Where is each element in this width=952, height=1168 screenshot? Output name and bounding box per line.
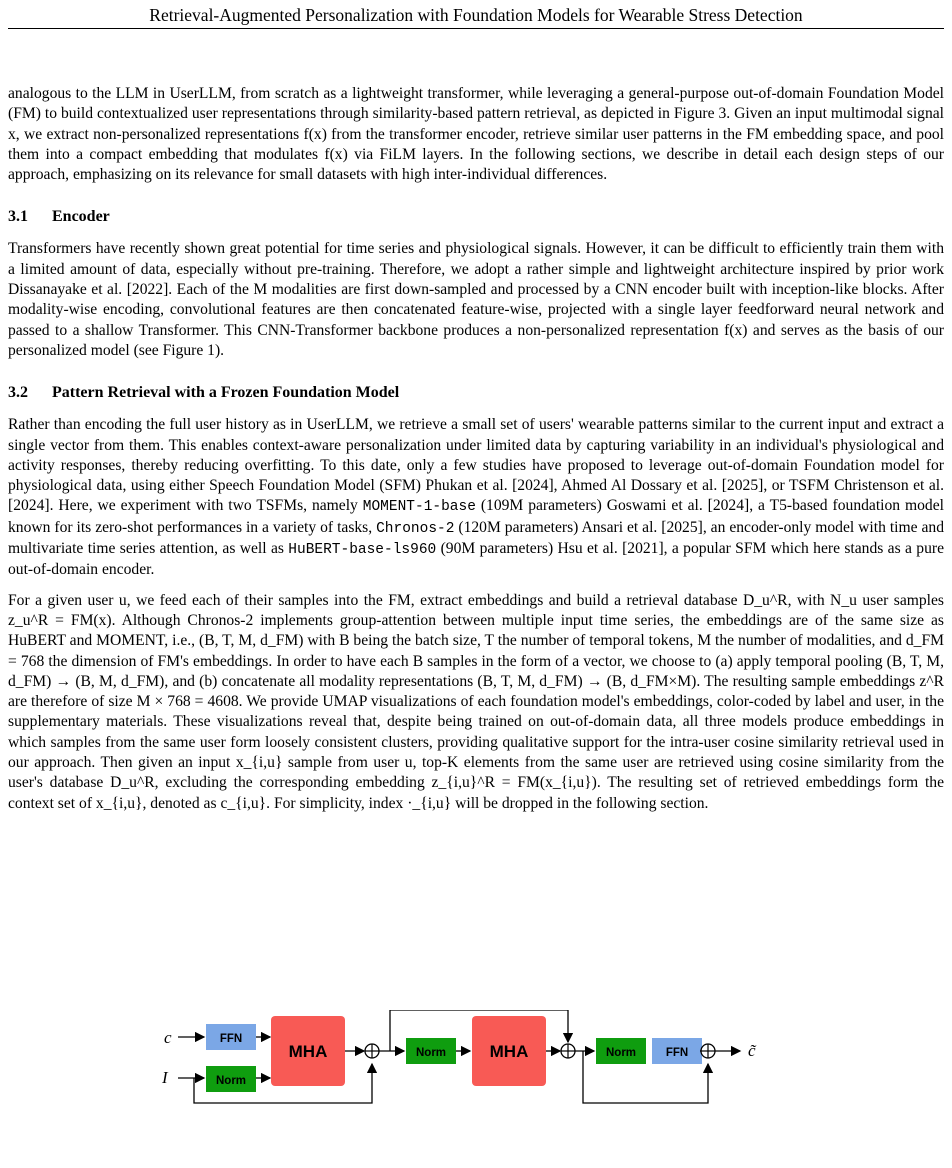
- mha-block-1-label: MHA: [288, 1042, 328, 1061]
- retrieval-paragraph-1: [8, 415, 944, 580]
- output-label: c̃: [748, 1041, 756, 1060]
- text-run: (120M parameters) Ansari et al. [2025], an encoder-only model with time and multivariate time series attention, as well as: [8, 518, 944, 558]
- section-number: 3.2: [8, 384, 28, 402]
- norm-block-1-label: Norm: [215, 1075, 247, 1087]
- input-c-label: c: [164, 1028, 172, 1047]
- section-title: Encoder: [52, 208, 110, 226]
- retrieval-paragraph-2: For a given user u, we feed each of their samples into the FM, extract embeddings and build a retrieval database D_u^R, with N_u user samples z_u^R = FM(x). Although Chronos-2 implements group-attention between multiple input time series, the embeddings are of the same size as HuBERT and MOMENT, i.e., (B, T, M, d_FM) with B being the batch size, T the number of temporal tokens, M the number of modalities, and d_FM = 768 the dimension of FM's embeddings. In order to have each B samples in the form of a vector, we choose to (a) apply temporal pooling (B, T, M, d_FM) → (B, M, d_FM), and (b) concatenate all modality representations (B, T, M, d_FM) → (B, d_FM×M). The resulting sample embeddings z^R are therefore of size M × 768 = 4608. We provide UMAP visualizations of each foundation model's embeddings, color-coded by label and user, in the supplementary materials. These visualizations reveal that, despite being trained on out-of-domain data, all three models produce embeddings in which samples from the same user form loosely consistent clusters, providing qualitative support for the intra-user cosine similarity retrieval used in our approach. Then given an input x_{i,u} sample from user u, top-K elements from the same user are retrieved using cosine similarity from the user's database D_u^R, excluding the corresponding embedding z_{i,u}^R = FM(x_{i,u}). The resulting set of retrieved embeddings form the context set of x_{i,u}, denoted as c_{i,u}. For simplicity, index ·_{i,u} will be dropped in the following section.: [8, 591, 944, 812]
- text-run: (109M parameters) Goswami et al. [2024], a T5-based foundation model known for its zero-shot performances in a variety of tasks,: [8, 497, 944, 536]
- section-title: Pattern Retrieval with a Frozen Foundation Model: [52, 384, 400, 402]
- main-content: [8, 84, 944, 814]
- section-heading-3-1: [8, 207, 944, 227]
- norm-block-2-label: Norm: [415, 1047, 447, 1059]
- header-rule: [8, 28, 944, 29]
- section-number: 3.1: [8, 208, 28, 226]
- mha-block-2-label: MHA: [489, 1042, 529, 1061]
- encoder-paragraph: Transformers have recently shown great potential for time series and physiological signals. However, it can be difficult to efficiently train them with a limited amount of data, especially without pre-training. Therefore, we adopt a rather simple and lightweight architecture inspired by prior work Dissanayake et al. [2022]. Each of the M modalities are first down-sampled and processed by a CNN encoder built with inception-like blocks. After modality-wise encoding, convolutional features are then concatenated feature-wise, projected with a single layer feedforward neural network and passed to a shallow Transformer. This CNN-Transformer backbone produces a non-personalized representation f(x) and serves as the basis of our personalized model (see Figure 1).: [8, 240, 944, 359]
- input-i-label: I: [162, 1068, 168, 1087]
- architecture-diagram: [150, 1010, 790, 1168]
- model-name-chronos: Chronos-2: [376, 520, 455, 537]
- text-run: (90M parameters) Hsu et al. [2021], a popular SFM which here stands as a pure out-of-domain encoder.: [8, 540, 945, 579]
- model-name-hubert: HuBERT-base-ls960: [288, 542, 437, 559]
- norm-block-3-label: Norm: [605, 1047, 637, 1059]
- running-head: Retrieval-Augmented Personalization with Foundation Models for Wearable Stress Detection: [149, 5, 803, 25]
- text-run: Rather than encoding the full user history as in UserLLM, we retrieve a small set of users' wearable patterns similar to the current input and extract a single vector from them. This enables context-aware personalization under limited data by capturing variability in an individual's physiological and activity responses, thereby reducing overfitting. To this date, only a few studies have proposed to leverage out-of-domain Foundation model for physiological data, using either Speech Foundation Model (SFM) Phukan et al. [2024], Ahmed Al Dossary et al. [2025], or TSFM Christenson et al. [2024]. Here, we experiment with two TSFMs, namely: [8, 416, 944, 515]
- section-heading-3-2: [8, 383, 944, 403]
- intro-paragraph: analogous to the LLM in UserLLM, from scratch as a lightweight transformer, while leveraging a general-purpose out-of-domain Foundation Model (FM) to build contextualized user representations through similarity-based pattern retrieval, as depicted in Figure 3. Given an input multimodal signal x, we extract non-personalized representations f(x) from the transformer encoder, retrieve similar user patterns in the FM embedding space, and pool them into a compact embedding that modulates f(x) via FiLM layers. In the following sections, we describe in detail each design steps of our approach, emphasizing on its relevance for small datasets with high inter-individual differences.: [8, 85, 944, 184]
- model-name-moment: MOMENT-1-base: [362, 499, 476, 516]
- ffn-block-1-label: FFN: [219, 1033, 243, 1045]
- ffn-block-2-label: FFN: [665, 1047, 689, 1059]
